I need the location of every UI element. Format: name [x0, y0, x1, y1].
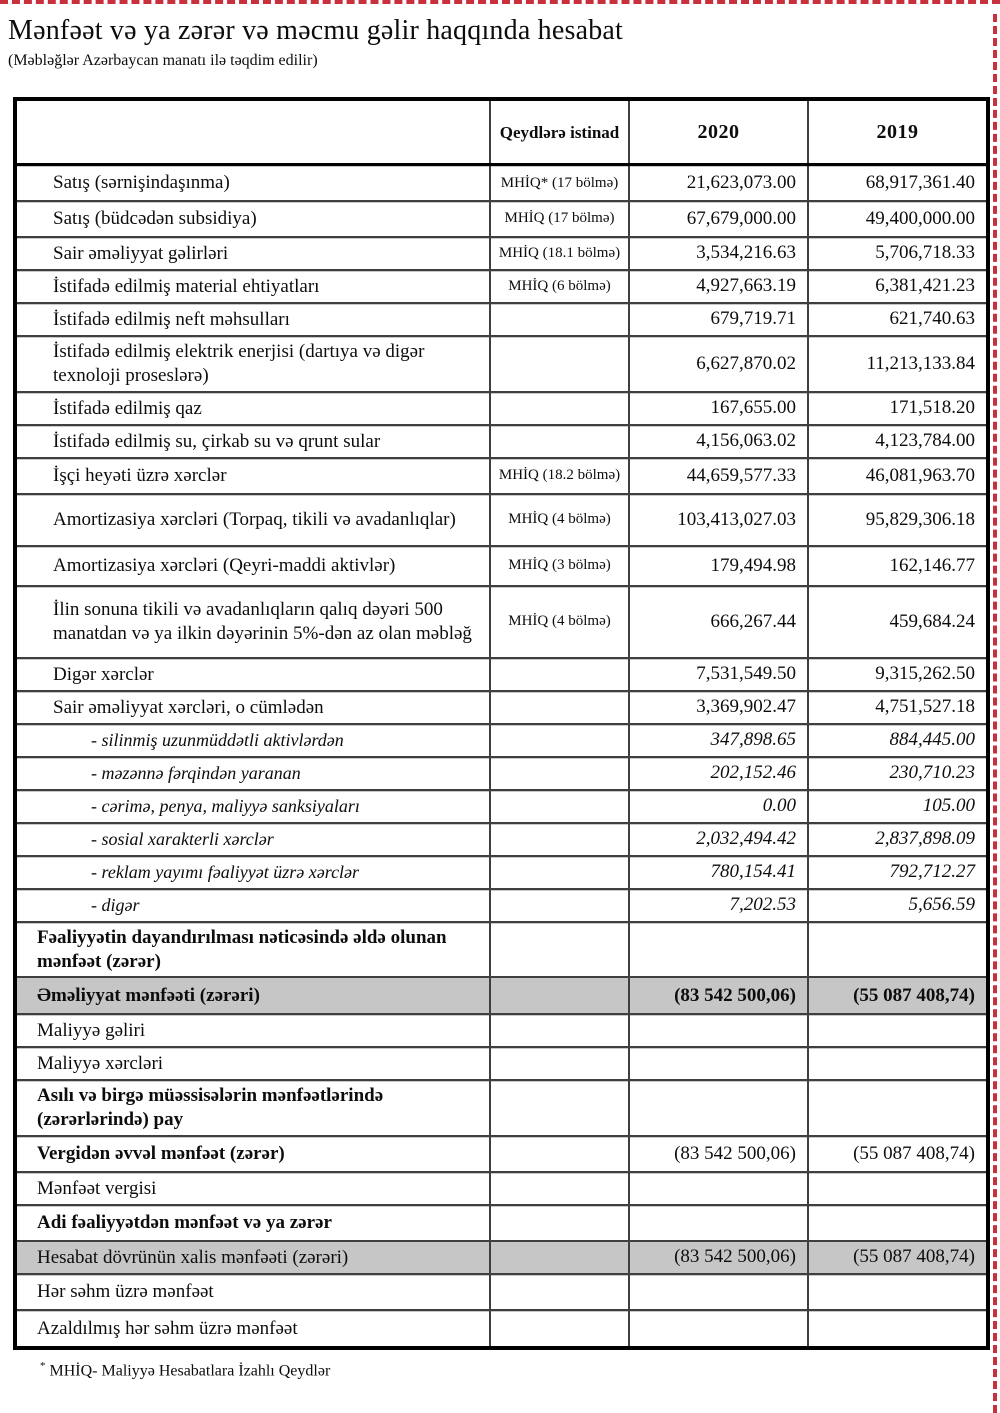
row-label: Hesabat dövrünün xalis mənfəəti (zərəri) [15, 1241, 490, 1274]
table-row [15, 691, 988, 724]
row-value-2019 [808, 1274, 988, 1310]
row-note [490, 1014, 629, 1047]
table-row [15, 494, 988, 546]
row-note: MHİQ (4 bölmə) [490, 586, 629, 658]
row-value-2020: 44,659,577.33 [629, 458, 808, 494]
row-note [490, 1080, 629, 1136]
table-row [15, 1014, 988, 1047]
row-value-2019: 2,837,898.09 [808, 823, 988, 856]
row-note [490, 856, 629, 889]
header-notes-column: Qeydlərə istinad [490, 99, 629, 165]
row-label: - məzənnə fərqindən yaranan [15, 757, 490, 790]
row-value-2020: 780,154.41 [629, 856, 808, 889]
row-note [490, 691, 629, 724]
row-label: İlin sonuna tikili və avadanlıqların qalıq dəyəri 500 manatdan və ya ilkin dəyərinin 5%-dən az olan məbləğ [15, 586, 490, 658]
row-label: Asılı və birgə müəssisələrin mənfəətlərində (zərərlərində) pay [15, 1080, 490, 1136]
row-note [490, 336, 629, 392]
row-note [490, 1241, 629, 1274]
header-row [15, 99, 988, 165]
row-value-2020: 347,898.65 [629, 724, 808, 757]
table-row [15, 658, 988, 691]
table-row [15, 270, 988, 303]
row-note: MHİQ (18.2 bölmə) [490, 458, 629, 494]
row-value-2020: 4,156,063.02 [629, 425, 808, 458]
row-note [490, 303, 629, 336]
row-note: MHİQ (17 bölmə) [490, 201, 629, 237]
table-row [15, 1136, 988, 1172]
row-value-2019 [808, 1047, 988, 1080]
row-note [490, 757, 629, 790]
row-label: - digər [15, 889, 490, 922]
footnote [40, 1360, 1000, 1380]
row-label: İstifadə edilmiş elektrik enerjisi (dartıya və digər texnoloji proseslərə) [15, 336, 490, 392]
table-row [15, 790, 988, 823]
row-value-2020 [629, 922, 808, 978]
row-note [490, 425, 629, 458]
footnote-text: MHİQ- Maliyyə Hesabatlara İzahlı Qeydlər [45, 1362, 331, 1380]
table-row [15, 823, 988, 856]
row-note [490, 790, 629, 823]
page-title: Mənfəət və ya zərər və məcmu gəlir haqqında hesabat [8, 15, 624, 46]
table-row [15, 201, 988, 237]
table-row [15, 336, 988, 392]
table-row [15, 586, 988, 658]
row-label: Satış (sərnişindaşınma) [15, 165, 490, 201]
table-row [15, 1172, 988, 1205]
row-note [490, 977, 629, 1014]
row-value-2019: 162,146.77 [808, 546, 988, 586]
report-table-body [15, 165, 988, 1348]
row-value-2020: (83 542 500,06) [629, 977, 808, 1014]
row-value-2020: 7,202.53 [629, 889, 808, 922]
table-row [15, 856, 988, 889]
row-label: Amortizasiya xərcləri (Qeyri-maddi aktivlər) [15, 546, 490, 586]
row-value-2020: 666,267.44 [629, 586, 808, 658]
row-value-2020: 3,369,902.47 [629, 691, 808, 724]
row-value-2020 [629, 1205, 808, 1241]
row-value-2020: 67,679,000.00 [629, 201, 808, 237]
row-value-2020 [629, 1274, 808, 1310]
row-note [490, 1274, 629, 1310]
row-label: - silinmiş uzunmüddətli aktivlərdən [15, 724, 490, 757]
row-value-2019: 230,710.23 [808, 757, 988, 790]
row-value-2019: 11,213,133.84 [808, 336, 988, 392]
row-label: Amortizasiya xərcləri (Torpaq, tikili və avadanlıqlar) [15, 494, 490, 546]
table-row [15, 889, 988, 922]
row-label: Maliyyə xərcləri [15, 1047, 490, 1080]
row-value-2019: 6,381,421.23 [808, 270, 988, 303]
row-value-2019: (55 087 408,74) [808, 977, 988, 1014]
table-row [15, 724, 988, 757]
row-value-2020: 679,719.71 [629, 303, 808, 336]
row-value-2019 [808, 1310, 988, 1348]
row-label: Digər xərclər [15, 658, 490, 691]
row-value-2019: 171,518.20 [808, 392, 988, 425]
row-note: MHİQ (6 bölmə) [490, 270, 629, 303]
row-value-2019: 621,740.63 [808, 303, 988, 336]
row-value-2019 [808, 1014, 988, 1047]
row-value-2019: 46,081,963.70 [808, 458, 988, 494]
row-label: İstifadə edilmiş qaz [15, 392, 490, 425]
table-row [15, 757, 988, 790]
row-note: MHİQ (3 bölmə) [490, 546, 629, 586]
row-label: - reklam yayımı fəaliyyət üzrə xərclər [15, 856, 490, 889]
table-row [15, 237, 988, 270]
header-year-2020: 2020 [629, 99, 808, 165]
row-value-2019 [808, 1205, 988, 1241]
row-label: Mənfəət vergisi [15, 1172, 490, 1205]
income-statement-table [13, 97, 990, 1350]
row-value-2020: 21,623,073.00 [629, 165, 808, 201]
row-value-2019: 4,751,527.18 [808, 691, 988, 724]
row-value-2020: (83 542 500,06) [629, 1241, 808, 1274]
row-label: Adi fəaliyyətdən mənfəət və ya zərər [15, 1205, 490, 1241]
row-note [490, 823, 629, 856]
table-row [15, 1080, 988, 1136]
row-label: İstifadə edilmiş su, çirkab su və qrunt sular [15, 425, 490, 458]
row-value-2019: 68,917,361.40 [808, 165, 988, 201]
row-note [490, 1172, 629, 1205]
header-item-column [15, 99, 490, 165]
row-value-2019 [808, 1172, 988, 1205]
table-row [15, 1205, 988, 1241]
row-value-2019: 5,656.59 [808, 889, 988, 922]
row-value-2020: 7,531,549.50 [629, 658, 808, 691]
row-note [490, 1205, 629, 1241]
row-note [490, 889, 629, 922]
row-note [490, 392, 629, 425]
row-value-2019: 95,829,306.18 [808, 494, 988, 546]
row-value-2020: 103,413,027.03 [629, 494, 808, 546]
row-value-2020: 6,627,870.02 [629, 336, 808, 392]
row-label: İstifadə edilmiş neft məhsulları [15, 303, 490, 336]
row-note [490, 1310, 629, 1348]
row-label: Satış (büdcədən subsidiya) [15, 201, 490, 237]
row-value-2019: (55 087 408,74) [808, 1136, 988, 1172]
table-row [15, 1310, 988, 1348]
table-row [15, 922, 988, 978]
header-year-2019: 2019 [808, 99, 988, 165]
row-value-2020: 202,152.46 [629, 757, 808, 790]
row-label: Vergidən əvvəl mənfəət (zərər) [15, 1136, 490, 1172]
row-label: - sosial xarakterli xərclər [15, 823, 490, 856]
row-note [490, 1047, 629, 1080]
row-value-2019: 5,706,718.33 [808, 237, 988, 270]
row-value-2020: 0.00 [629, 790, 808, 823]
row-value-2020 [629, 1047, 808, 1080]
row-note [490, 658, 629, 691]
row-label: - cərimə, penya, maliyyə sanksiyaları [15, 790, 490, 823]
row-label: İşçi heyəti üzrə xərclər [15, 458, 490, 494]
row-value-2019 [808, 1080, 988, 1136]
table-row [15, 977, 988, 1014]
row-value-2020 [629, 1310, 808, 1348]
row-note [490, 922, 629, 978]
row-value-2020: 3,534,216.63 [629, 237, 808, 270]
row-value-2020: 179,494.98 [629, 546, 808, 586]
row-value-2019: 4,123,784.00 [808, 425, 988, 458]
row-note: MHİQ (18.1 bölmə) [490, 237, 629, 270]
row-value-2020: 2,032,494.42 [629, 823, 808, 856]
row-value-2019: 792,712.27 [808, 856, 988, 889]
row-value-2019: 459,684.24 [808, 586, 988, 658]
table-row [15, 425, 988, 458]
row-label: İstifadə edilmiş material ehtiyatları [15, 270, 490, 303]
row-label: Azaldılmış hər səhm üzrə mənfəət [15, 1310, 490, 1348]
table-row [15, 458, 988, 494]
row-value-2020 [629, 1014, 808, 1047]
row-value-2019 [808, 922, 988, 978]
row-label: Əməliyyat mənfəəti (zərəri) [15, 977, 490, 1014]
table-row [15, 1274, 988, 1310]
table-header [15, 99, 988, 165]
table-row [15, 303, 988, 336]
footnote-marker: * [40, 1359, 46, 1372]
row-value-2020: (83 542 500,06) [629, 1136, 808, 1172]
row-label: Sair əməliyyat gəlirləri [15, 237, 490, 270]
table-row [15, 165, 988, 201]
right-dashed-border [993, 14, 997, 1413]
row-note: MHİQ (4 bölmə) [490, 494, 629, 546]
row-note: MHİQ* (17 bölmə) [490, 165, 629, 201]
row-value-2019: 884,445.00 [808, 724, 988, 757]
row-value-2019: 105.00 [808, 790, 988, 823]
row-label: Fəaliyyətin dayandırılması nəticəsində əldə olunan mənfəət (zərər) [15, 922, 490, 978]
row-value-2020: 167,655.00 [629, 392, 808, 425]
table-row [15, 546, 988, 586]
row-value-2020 [629, 1172, 808, 1205]
top-dashed-border [0, 0, 1000, 4]
table-row [15, 1241, 988, 1274]
table-row [15, 1047, 988, 1080]
row-value-2019: 9,315,262.50 [808, 658, 988, 691]
row-label: Hər səhm üzrə mənfəət [15, 1274, 490, 1310]
row-value-2020: 4,927,663.19 [629, 270, 808, 303]
table-row [15, 392, 988, 425]
row-value-2020 [629, 1080, 808, 1136]
row-note [490, 724, 629, 757]
row-label: Maliyyə gəliri [15, 1014, 490, 1047]
row-label: Sair əməliyyat xərcləri, o cümlədən [15, 691, 490, 724]
row-value-2019: 49,400,000.00 [808, 201, 988, 237]
row-note [490, 1136, 629, 1172]
page-subtitle: (Məbləğlər Azərbaycan manatı ilə təqdim edilir) [8, 51, 318, 69]
row-value-2019: (55 087 408,74) [808, 1241, 988, 1274]
